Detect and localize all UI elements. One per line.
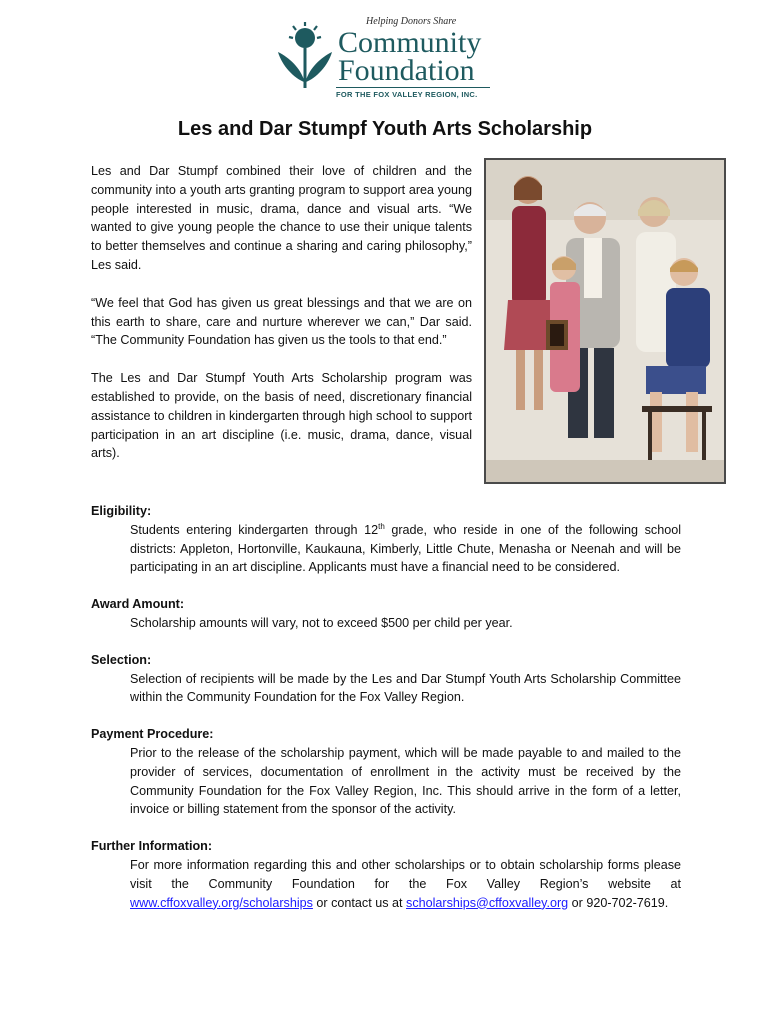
award-section: [91, 595, 681, 633]
selection-heading: Selection:: [91, 652, 152, 667]
further-info-section: [91, 837, 681, 912]
family-photo-illustration: [486, 160, 724, 482]
foundation-logo: [276, 14, 496, 102]
intro-paragraph: The Les and Dar Stumpf Youth Arts Scholarship program was established to provide, on the basis of need, discretionary financial assistance to children in kindergarten through high school to support participation in an art discipline (i.e. music, drama, dance, visual arts).: [91, 371, 472, 461]
logo-subline: FOR THE FOX VALLEY REGION, INC.: [336, 90, 478, 99]
intro-paragraph: Les and Dar Stumpf combined their love of children and the community into a youth arts granting program to support area young people interested in music, drama, dance and visual arts. “We wanted to give young people the chance to use their unique talents to better themselves and continue a sharing and caring philosophy,” Les said.: [91, 164, 472, 272]
further-info-body: [130, 856, 681, 912]
logo-divider: [336, 87, 490, 88]
family-photo: [484, 158, 726, 484]
further-info-text: For more information regarding this and other scholarships or to obtain scholarship forms please visit the Community Foundation for the Fox Valley Region’s website at: [130, 857, 681, 891]
logo-foundation-text: Foundation: [338, 54, 475, 87]
scholarships-email-link[interactable]: scholarships@cffoxvalley.org: [406, 895, 569, 910]
award-body: Scholarship amounts will vary, not to exceed $500 per child per year.: [130, 615, 513, 630]
logo-tagline: Helping Donors Share: [366, 16, 457, 27]
payment-body: Prior to the release of the scholarship payment, which will be made payable to and mailed to the provider of services, documentation of enrollment in the activity must be received by the Community Foundation for the Fox Valley Region, Inc. This should arrive in the form of a letter, invoice or billing statement from the sponsor of the activity.: [130, 745, 681, 817]
page-title: Les and Dar Stumpf Youth Arts Scholarship: [177, 118, 593, 140]
eligibility-text: grade, who reside in one of the following school districts: Appleton, Hortonville, Kaukauna, Kimberly, Little Chute, Menasha or Neenah and will be participating in an art discipline. Applicants must have a financial need to be considered.: [130, 522, 681, 575]
intro-text: [91, 162, 472, 482]
intro-paragraph: “We feel that God has given us great blessings and that we are on this earth to share, care and nurture wherever we can,” Dar said. “The Community Foundation has given us the tools to that end.”: [91, 295, 472, 348]
eligibility-body: [130, 521, 681, 577]
ordinal-suffix: th: [378, 521, 385, 531]
further-info-heading: Further Information:: [91, 839, 213, 854]
payment-section: [91, 725, 681, 819]
flower-logo-icon: [276, 22, 334, 90]
logo-community-text: Community: [338, 26, 482, 59]
selection-body: Selection of recipients will be made by the Les and Dar Stumpf Youth Arts Scholarship Committee within the Community Foundation for the Fox Valley Region.: [130, 671, 681, 705]
scholarship-details: [91, 502, 681, 930]
further-info-text: or contact us at: [312, 895, 407, 910]
award-heading: Award Amount:: [91, 597, 185, 612]
selection-section: [91, 651, 681, 707]
scholarships-website-link[interactable]: www.cffoxvalley.org/scholarships: [130, 895, 313, 910]
eligibility-section: [91, 502, 681, 577]
eligibility-text: Students entering kindergarten through 12: [130, 522, 379, 537]
further-info-text: or 920-702-7619.: [568, 895, 669, 910]
eligibility-heading: Eligibility:: [91, 504, 152, 518]
payment-heading: Payment Procedure:: [91, 727, 214, 742]
